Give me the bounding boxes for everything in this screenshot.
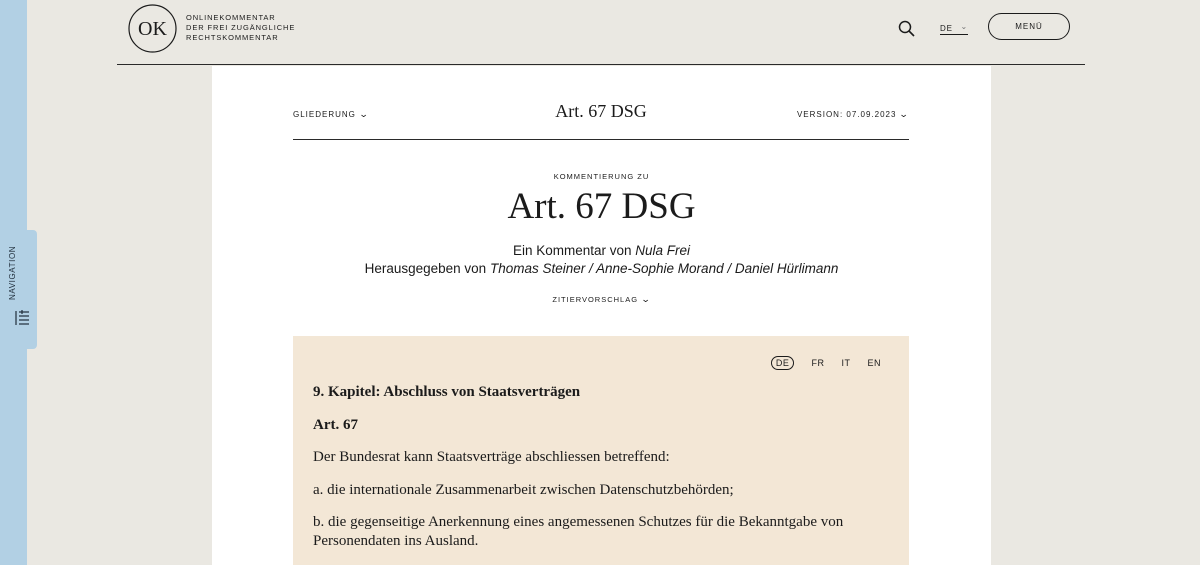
ok-logo[interactable]: [128, 4, 177, 53]
citation-label: ZITIERVORSCHLAG: [552, 295, 639, 304]
lang-tab-fr[interactable]: FR: [811, 358, 825, 368]
version-dropdown[interactable]: [797, 109, 909, 120]
editor-prefix: Herausgegeben von: [364, 261, 487, 276]
article-heading: Art. 67: [313, 416, 358, 433]
editor-names[interactable]: Thomas Steiner / Anne-Sophie Morand / Daniel Hürlimann: [489, 261, 839, 276]
navigation-label[interactable]: NAVIGATION: [8, 245, 17, 300]
navigation-toggle[interactable]: [14, 230, 37, 349]
law-language-switch: [771, 356, 881, 370]
law-text-box: [293, 336, 909, 565]
menu-button[interactable]: MENÜ: [988, 13, 1070, 40]
brand-line-3: RECHTSKOMMENTAR: [186, 33, 279, 42]
lang-tab-en[interactable]: EN: [867, 358, 881, 368]
citation-dropdown[interactable]: [212, 294, 991, 305]
site-header: [117, 0, 1085, 65]
article-eyebrow: KOMMENTIERUNG ZU: [553, 172, 650, 181]
page-title: Art. 67 DSG: [507, 186, 696, 227]
language-value: DE: [940, 24, 953, 33]
article-toolbar: [293, 96, 909, 140]
version-label: VERSION: 07.09.2023: [796, 110, 897, 119]
author-prefix: Ein Kommentar von: [512, 243, 632, 258]
logo-text: OK: [138, 18, 167, 40]
toolbar-title: Art. 67 DSG: [555, 101, 647, 121]
language-select[interactable]: [940, 19, 968, 35]
lang-tab-de[interactable]: DE: [771, 356, 795, 370]
law-item-a: a. die internationale Zusammenarbeit zwischen Datenschutzbehörden;: [313, 481, 734, 498]
chapter-heading: 9. Kapitel: Abschluss von Staatsverträgen: [313, 384, 581, 400]
outline-label: GLIEDERUNG: [293, 110, 356, 119]
law-intro: Der Bundesrat kann Staatsverträge abschliessen betreffend:: [313, 449, 670, 465]
author-name[interactable]: Nula Frei: [635, 243, 691, 258]
brand-text: [186, 13, 295, 43]
editor-line: [212, 261, 991, 276]
chevron-down-icon: ⌄: [899, 109, 911, 119]
lang-tab-it[interactable]: IT: [841, 358, 851, 368]
brand-line-1: ONLINEKOMMENTAR: [186, 13, 276, 22]
chevron-down-icon: ⌄: [640, 294, 652, 304]
chevron-down-icon: ⌄: [358, 109, 370, 119]
law-text: [313, 383, 883, 564]
search-icon[interactable]: [898, 20, 915, 37]
content-card: [212, 66, 991, 565]
list-icon[interactable]: [15, 309, 30, 326]
chevron-down-icon: ⌄: [960, 22, 968, 31]
law-item-b: b. die gegenseitige Anerkennung eines angemessenen Schutzes für die Bekanntgabe von Personendaten ins Ausland.: [313, 514, 844, 549]
brand-line-2: DER FREI ZUGÄNGLICHE: [186, 23, 296, 32]
author-line: [212, 243, 991, 258]
